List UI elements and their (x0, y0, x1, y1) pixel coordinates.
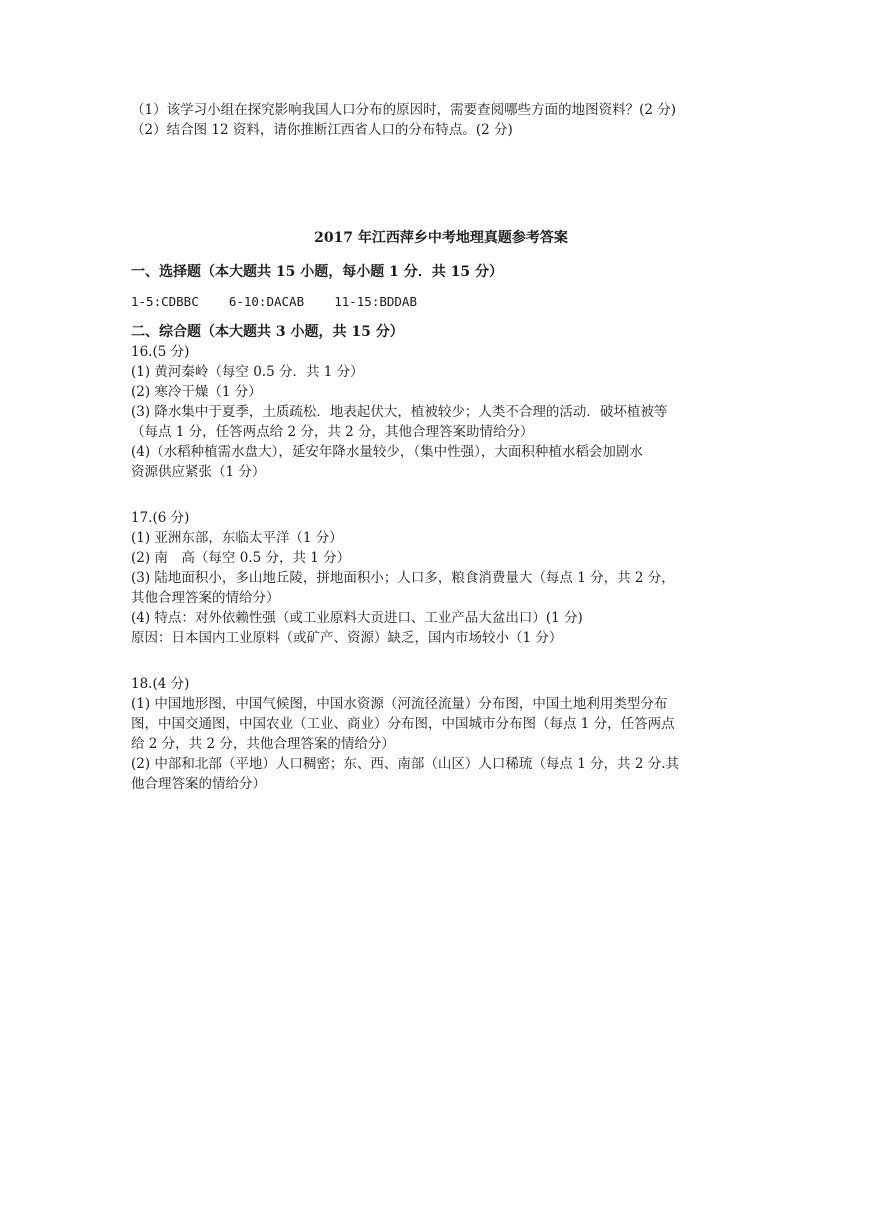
answer-line: (3) 陆地面积小，多山地丘陵，拼地面积小；人口多，粮食消费量大（每点 1 分，共 2 分， (131, 570, 675, 586)
q18-header: 18.(4 分) (131, 676, 190, 692)
answer-line: (4) 特点：对外依赖性强（或工业原料大贡进口、工业产品大盆出口）(1 分) (131, 610, 583, 626)
answer-line: (1) 黄河秦岭（每空 0.5 分．共 1 分） (131, 364, 364, 380)
q16-block (131, 342, 751, 482)
answer-line: 图，中国交通图，中国农业（工业、商业）分布图，中国城市分布图（每点 1 分，任答两点 (131, 716, 675, 732)
answer-line: 他合理答案的情给分） (131, 776, 266, 792)
q17-block (131, 508, 751, 648)
answer-line: （每点 1 分，任答两点给 2 分，共 2 分，其他合理答案助情给分） (131, 424, 534, 440)
answer-line: 原因：日本国内工业原料（或矿产、资源）缺乏，国内市场较小（1 分） (131, 630, 563, 646)
q18-block (131, 674, 751, 794)
top-questions (131, 100, 751, 140)
multiple-choice-answers: 1-5:CDBBC 6-10:DACAB 11-15:BDDAB (131, 294, 417, 309)
answer-title: 2017 年江西萍乡中考地理真题参考答案 (314, 230, 568, 246)
q16-header: 16.(5 分) (131, 344, 190, 360)
answer-line: (1) 亚洲东部，东临太平洋（1 分） (131, 530, 343, 546)
answer-line: (1) 中国地形图，中国气候图，中国水资源（河流径流量）分布图，中国土地利用类型分布 (131, 696, 668, 712)
section2-heading: 二、综合题（本大题共 3 小题，共 15 分） (131, 324, 404, 340)
answer-line: 其他合理答案的情给分） (131, 590, 280, 606)
question-line: （1）该学习小组在探究影响我国人口分布的原因时，需要查阅哪些方面的地图资料？(2 分) (131, 102, 677, 118)
answer-line: (2) 中部和北部（平地）人口稠密；东、西、南部（山区）人口稀琉（每点 1 分，共 2 分.其 (131, 756, 680, 772)
answer-line: (4)（水稻种植需水盘大），延安年降水量较少，（集中性强），大面积种植水稻会加剧水 (131, 444, 643, 460)
answer-line: (2) 寒冷干燥（1 分） (131, 384, 262, 400)
answer-line: (3) 降水集中于夏季，土质疏松．地表起伏大，植被较少；人类不合理的活动．破坏植被等 (131, 404, 668, 420)
section1-heading: 一、选择题（本大题共 15 小题，每小题 1 分．共 15 分） (131, 264, 503, 280)
document-page (131, 100, 751, 794)
answer-line: 给 2 分，共 2 分，共他合理答案的情给分） (131, 736, 395, 752)
answer-line: (2) 南 高（每空 0.5 分，共 1 分） (131, 550, 351, 566)
answer-line: 资源供应紧张（1 分） (131, 464, 266, 480)
q17-header: 17.(6 分) (131, 510, 190, 526)
question-line: （2）结合图 12 资料，请你推断江西省人口的分布特点。(2 分) (131, 122, 513, 138)
